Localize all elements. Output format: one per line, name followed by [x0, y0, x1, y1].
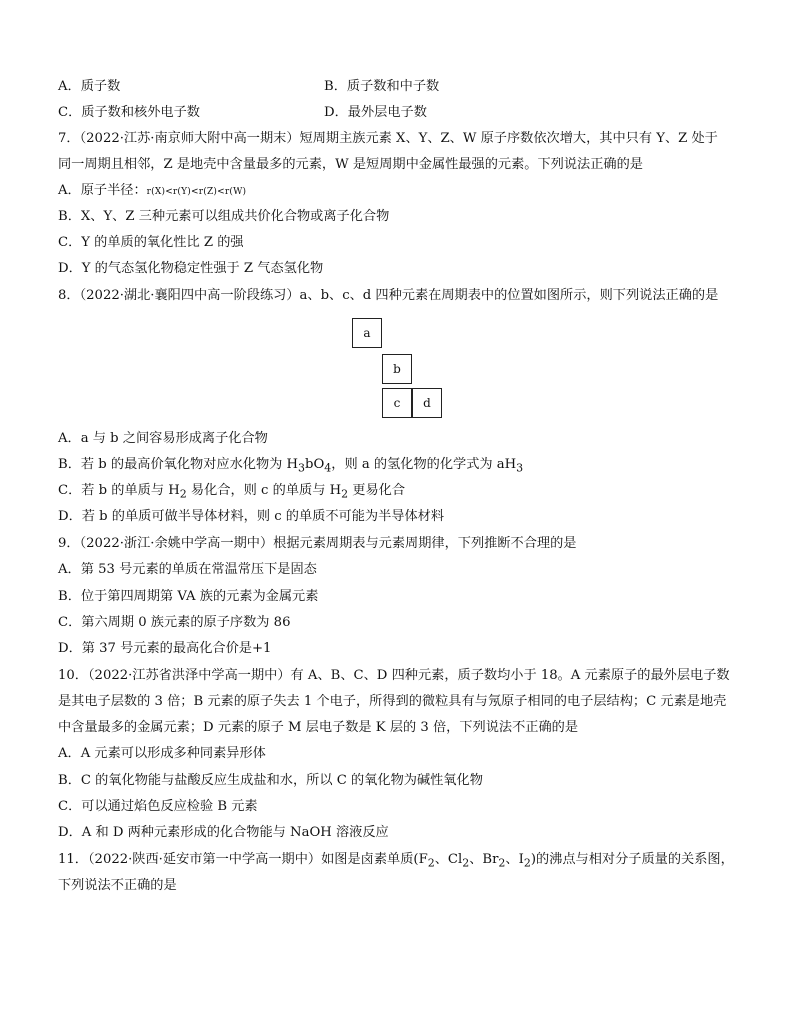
q8-b-sub-2: 4	[324, 461, 332, 475]
q7-option-a-prefix: A．原子半径：	[58, 183, 147, 198]
q8-option-c	[58, 482, 405, 504]
q10-option-c: C．可以通过焰色反应检验 B 元素	[58, 799, 258, 814]
q11-stem-line-2: 下列说法不正确的是	[58, 878, 177, 893]
q7-stem-line-1: 7．（2022·江苏·南京师大附中高一期末）短周期主族元素 X、Y、Z、W 原子序数依次增大，其中只有 Y、Z 处于	[58, 131, 718, 146]
cell-b: b	[382, 354, 412, 384]
q10-option-a: A．A 元素可以形成多种同素异形体	[58, 746, 266, 761]
q11-text-1: 11．（2022·陕西·延安市第一中学高一期中）如图是卤素单质(F	[58, 852, 428, 867]
q10-option-d: D．A 和 D 两种元素形成的化合物能与 NaOH 溶液反应	[58, 825, 389, 840]
q8-stem: 8．（2022·湖北·襄阳四中高一阶段练习）a、b、c、d 四种元素在周期表中的位置如图所示，则下列说法正确的是	[58, 288, 719, 303]
q8-option-d: D．若 b 的单质可做半导体材料，则 c 的单质不可能为半导体材料	[58, 509, 445, 524]
q10-stem-line-2: 是其电子层数的 3 倍；B 元素的原子失去 1 个电子，所得到的微粒具有与氖原子相同的电子层结构；C 元素是地壳	[58, 694, 727, 709]
q8-c-text-2: 易化合，则 c 的单质与 H	[186, 483, 342, 498]
q8-b-text-2: bO	[305, 457, 325, 472]
q11-sub-i: 2	[523, 856, 531, 870]
cell-d: d	[412, 388, 442, 418]
q7-stem-line-2: 同一周期且相邻，Z 是地壳中含量最多的元素，W 是短周期中金属性最强的元素。下列说法正确的是	[58, 157, 643, 172]
q10-option-b: B．C 的氧化物能与盐酸反应生成盐和水，所以 C 的氧化物为碱性氧化物	[58, 773, 483, 788]
q11-stem-line-1	[58, 851, 734, 873]
q7-option-a	[58, 182, 246, 201]
q11-text-2: 、Cl	[434, 852, 463, 867]
q11-sub-f: 2	[427, 856, 435, 870]
q8-option-a: A．a 与 b 之间容易形成离子化合物	[58, 431, 268, 446]
q9-option-b: B．位于第四周期第 VA 族的元素为金属元素	[58, 589, 319, 604]
q8-b-text-1: B．若 b 的最高价氧化物对应水化物为 H	[58, 457, 299, 472]
q8-b-text-3: ，则 a 的氢化物的化学式为 aH	[331, 457, 517, 472]
q8-c-text-3: 更易化合	[348, 483, 406, 498]
q7-option-a-formula: r(X)<r(Y)<r(Z)<r(W)	[146, 187, 247, 197]
q10-stem-line-3: 中含量最多的金属元素；D 元素的原子 M 层电子数是 K 层的 3 倍，下列说法不正确的是	[58, 720, 579, 735]
q11-sub-br: 2	[498, 856, 506, 870]
q6-option-d: D．最外层电子数	[324, 105, 427, 120]
q8-option-b	[58, 456, 523, 478]
q8-b-sub-1: 3	[298, 461, 306, 475]
q7-option-c: C．Y 的单质的氧化性比 Z 的强	[58, 235, 244, 250]
q9-option-c: C．第六周期 0 族元素的原子序数为 86	[58, 615, 291, 630]
cell-c: c	[382, 388, 412, 418]
q10-stem-line-1: 10．（2022·江苏省洪泽中学高一期中）有 A、B、C、D 四种元素，质子数均小于 18。A 元素原子的最外层电子数	[58, 668, 730, 683]
q6-option-c: C．质子数和核外电子数	[58, 105, 200, 120]
q11-text-3: 、Br	[469, 852, 499, 867]
q11-text-4: 、I	[505, 852, 524, 867]
q8-c-text-1: C．若 b 的单质与 H	[58, 483, 180, 498]
q8-c-sub-2: 2	[341, 487, 349, 501]
q9-option-d: D．第 37 号元素的最高化合价是+1	[58, 641, 272, 656]
q6-option-a: A．质子数	[58, 79, 121, 94]
q11-text-5: )的沸点与相对分子质量的关系图，	[530, 852, 734, 867]
q7-option-b: B．X、Y、Z 三种元素可以组成共价化合物或离子化合物	[58, 209, 390, 224]
q8-c-sub-1: 2	[179, 487, 187, 501]
q6-option-b: B．质子数和中子数	[324, 79, 440, 94]
q11-sub-cl: 2	[462, 856, 470, 870]
cell-a: a	[352, 318, 382, 348]
q7-option-d: D．Y 的气态氢化物稳定性强于 Z 气态氢化物	[58, 261, 324, 276]
q9-option-a: A．第 53 号元素的单质在常温常压下是固态	[58, 562, 317, 577]
q9-stem: 9．（2022·浙江·余姚中学高一期中）根据元素周期表与元素周期律，下列推断不合理的是	[58, 536, 577, 551]
q8-b-sub-3: 3	[516, 461, 524, 475]
